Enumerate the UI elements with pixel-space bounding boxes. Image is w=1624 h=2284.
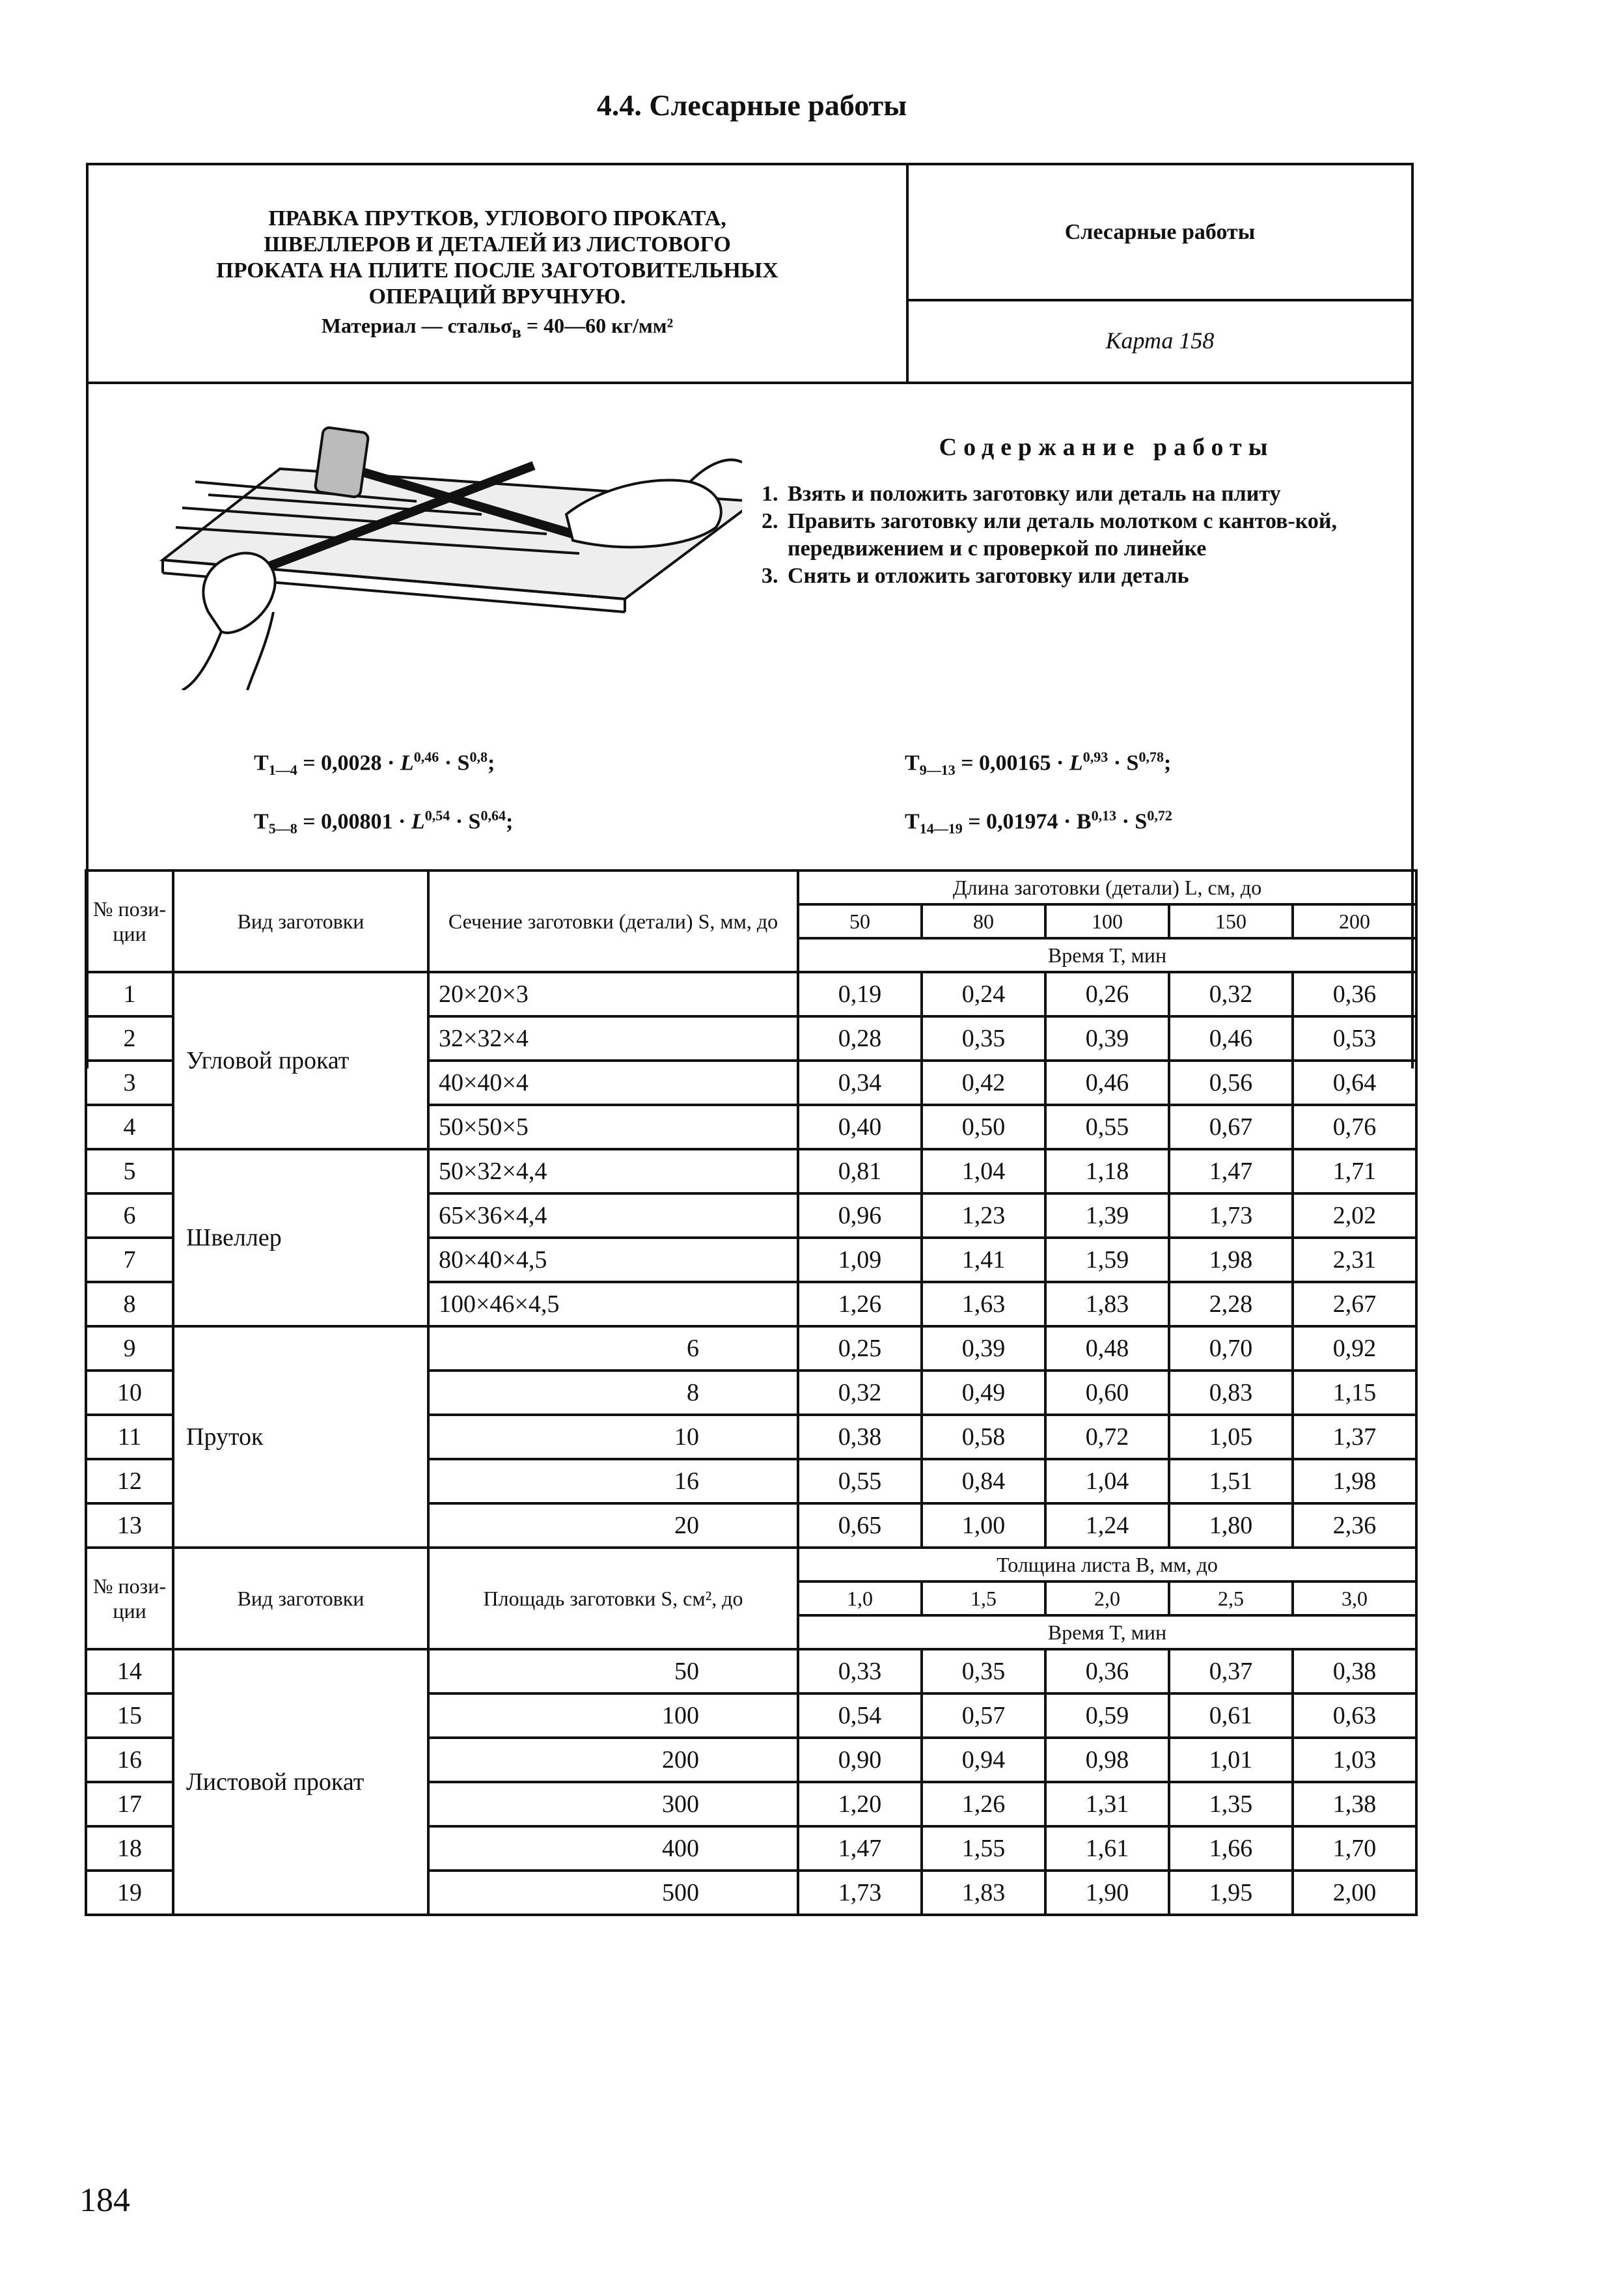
time-value-cell: 0,72 bbox=[1045, 1415, 1169, 1459]
time-value-cell: 0,35 bbox=[922, 1649, 1045, 1693]
time-value-cell: 1,31 bbox=[1045, 1782, 1169, 1826]
operation-title-line: ШВЕЛЛЕРОВ И ДЕТАЛЕЙ ИЗ ЛИСТОВОГО bbox=[264, 232, 731, 257]
position-cell: 10 bbox=[86, 1371, 173, 1415]
time-value-cell: 0,39 bbox=[1045, 1016, 1169, 1061]
work-step: 3. Снять и отложить заготовку или деталь bbox=[762, 564, 1189, 588]
blank-type-label: Угловой прокат bbox=[186, 1047, 350, 1074]
material-value: = 40—60 кг/мм² bbox=[526, 314, 674, 337]
time-value-cell: 0,37 bbox=[1169, 1649, 1293, 1693]
time-value-cell: 0,28 bbox=[798, 1016, 922, 1061]
length-header: 80 bbox=[922, 904, 1045, 938]
time-value-cell: 0,59 bbox=[1045, 1693, 1169, 1738]
time-value-cell: 1,63 bbox=[922, 1282, 1045, 1326]
time-value-cell: 0,46 bbox=[1169, 1016, 1293, 1061]
time-value-cell: 1,35 bbox=[1169, 1782, 1293, 1826]
time-value-cell: 0,90 bbox=[798, 1738, 922, 1782]
time-value-cell: 0,50 bbox=[922, 1105, 1045, 1149]
material-sigma-sub: в bbox=[512, 322, 521, 342]
length-header: 100 bbox=[1045, 904, 1169, 938]
position-cell: 6 bbox=[86, 1193, 173, 1238]
time-value-cell: 1,20 bbox=[798, 1782, 922, 1826]
blank-type-cell bbox=[173, 1149, 428, 1326]
time-value-cell: 0,34 bbox=[798, 1061, 922, 1105]
time-value-cell: 0,67 bbox=[1169, 1105, 1293, 1149]
position-cell: 8 bbox=[86, 1282, 173, 1326]
material-sigma: σ bbox=[501, 314, 512, 337]
time-value-cell: 1,24 bbox=[1045, 1503, 1169, 1548]
position-cell: 9 bbox=[86, 1326, 173, 1371]
position-cell: 12 bbox=[86, 1459, 173, 1503]
time-value-cell: 0,48 bbox=[1045, 1326, 1169, 1371]
thickness-header: 1,5 bbox=[922, 1581, 1045, 1615]
section-cell: 40×40×4 bbox=[428, 1061, 798, 1105]
time-value-cell: 1,05 bbox=[1169, 1415, 1293, 1459]
time-value-cell: 1,73 bbox=[798, 1871, 922, 1915]
time-value-cell: 0,65 bbox=[798, 1503, 922, 1548]
time-value-cell: 0,81 bbox=[798, 1149, 922, 1193]
work-content-list bbox=[762, 480, 1412, 590]
section-cell: 50×32×4,4 bbox=[428, 1149, 798, 1193]
thickness-header: 2,5 bbox=[1169, 1581, 1293, 1615]
time-value-cell: 1,83 bbox=[922, 1871, 1045, 1915]
time-value-cell: 1,47 bbox=[798, 1826, 922, 1871]
section-cell: 80×40×4,5 bbox=[428, 1238, 798, 1282]
time-value-cell: 1,70 bbox=[1293, 1826, 1416, 1871]
category-cell: Слесарные работы bbox=[909, 165, 1411, 301]
time-value-cell: 1,41 bbox=[922, 1238, 1045, 1282]
time-value-cell: 0,36 bbox=[1045, 1649, 1169, 1693]
area-cell: 500 bbox=[428, 1871, 798, 1915]
section-cell: 65×36×4,4 bbox=[428, 1193, 798, 1238]
time-value-cell: 2,02 bbox=[1293, 1193, 1416, 1238]
hammer-straightening-illustration bbox=[156, 417, 742, 690]
time-value-cell: 1,00 bbox=[922, 1503, 1045, 1548]
time-value-cell: 0,19 bbox=[798, 972, 922, 1016]
time-value-cell: 1,66 bbox=[1169, 1826, 1293, 1871]
time-value-cell: 0,42 bbox=[922, 1061, 1045, 1105]
time-value-cell: 0,84 bbox=[922, 1459, 1045, 1503]
col-header-type: Вид заготовки bbox=[173, 1548, 428, 1649]
position-cell: 1 bbox=[86, 972, 173, 1016]
area-cell: 300 bbox=[428, 1782, 798, 1826]
time-value-cell: 1,98 bbox=[1169, 1238, 1293, 1282]
time-value-cell: 0,96 bbox=[798, 1193, 922, 1238]
area-cell: 200 bbox=[428, 1738, 798, 1782]
time-value-cell: 1,61 bbox=[1045, 1826, 1169, 1871]
time-value-cell: 1,26 bbox=[798, 1282, 922, 1326]
table-row bbox=[86, 1149, 1416, 1193]
col-header-area: Площадь заготовки S, см², до bbox=[428, 1548, 798, 1649]
operation-title-line: ПРАВКА ПРУТКОВ, УГЛОВОГО ПРОКАТА, bbox=[268, 206, 726, 230]
time-value-cell: 0,25 bbox=[798, 1326, 922, 1371]
col-header-position: № пози-ции bbox=[86, 870, 173, 972]
time-value-cell: 0,60 bbox=[1045, 1371, 1169, 1415]
card-number-cell: Карта 158 bbox=[1105, 327, 1215, 354]
card-header bbox=[86, 163, 1414, 384]
time-value-cell: 0,53 bbox=[1293, 1016, 1416, 1061]
work-step: 2. Править заготовку или деталь молотком с кантов-кой, передвижением и с проверкой по линейке bbox=[762, 509, 1338, 561]
section-cell: 100×46×4,5 bbox=[428, 1282, 798, 1326]
position-cell: 7 bbox=[86, 1238, 173, 1282]
time-value-cell: 2,00 bbox=[1293, 1871, 1416, 1915]
time-value-cell: 1,47 bbox=[1169, 1149, 1293, 1193]
page-number: 184 bbox=[79, 2182, 130, 2219]
area-cell: 50 bbox=[428, 1649, 798, 1693]
thickness-header: 3,0 bbox=[1293, 1581, 1416, 1615]
section-cell: 50×50×5 bbox=[428, 1105, 798, 1149]
blank-type-label: Пруток bbox=[186, 1423, 264, 1451]
blank-type-cell bbox=[173, 1649, 428, 1915]
time-value-cell: 2,36 bbox=[1293, 1503, 1416, 1548]
time-value-cell: 1,26 bbox=[922, 1782, 1045, 1826]
blank-type-label: Швеллер bbox=[186, 1224, 282, 1251]
blank-type-label: Листовой прокат bbox=[186, 1768, 365, 1796]
work-step: 1. Взять и положить заготовку или деталь на плиту bbox=[762, 482, 1281, 506]
section-cell: 6 bbox=[428, 1326, 798, 1371]
time-value-cell: 0,98 bbox=[1045, 1738, 1169, 1782]
time-header: Время T, мин bbox=[798, 1615, 1416, 1649]
material-spec bbox=[89, 313, 906, 344]
position-cell: 16 bbox=[86, 1738, 173, 1782]
operation-title-cell bbox=[89, 165, 909, 382]
time-value-cell: 0,61 bbox=[1169, 1693, 1293, 1738]
time-value-cell: 0,26 bbox=[1045, 972, 1169, 1016]
formula-t9-13: $T_{9—13} = 0,00165 \cdot L^{0,93} \cdot S^{0,78}$; bbox=[905, 749, 1172, 779]
time-value-cell: 0,94 bbox=[922, 1738, 1045, 1782]
time-value-cell: 1,37 bbox=[1293, 1415, 1416, 1459]
position-cell: 11 bbox=[86, 1415, 173, 1459]
position-cell: 14 bbox=[86, 1649, 173, 1693]
section-cell: 8 bbox=[428, 1371, 798, 1415]
position-cell: 3 bbox=[86, 1061, 173, 1105]
time-value-cell: 1,18 bbox=[1045, 1149, 1169, 1193]
material-label: Материал — сталь bbox=[321, 314, 501, 337]
time-value-cell: 1,38 bbox=[1293, 1782, 1416, 1826]
time-value-cell: 0,46 bbox=[1045, 1061, 1169, 1105]
table-row bbox=[86, 1649, 1416, 1693]
position-cell: 13 bbox=[86, 1503, 173, 1548]
length-header: 200 bbox=[1293, 904, 1416, 938]
section-cell: 20 bbox=[428, 1503, 798, 1548]
col-header-thickness: Толщина листа B, мм, до bbox=[798, 1548, 1416, 1581]
time-value-cell: 1,59 bbox=[1045, 1238, 1169, 1282]
time-value-cell: 0,83 bbox=[1169, 1371, 1293, 1415]
section-title: 4.4. Слесарные работы bbox=[596, 89, 907, 122]
time-value-cell: 0,24 bbox=[922, 972, 1045, 1016]
section-cell: 10 bbox=[428, 1415, 798, 1459]
time-value-cell: 0,57 bbox=[922, 1693, 1045, 1738]
time-value-cell: 1,09 bbox=[798, 1238, 922, 1282]
time-value-cell: 0,63 bbox=[1293, 1693, 1416, 1738]
time-value-cell: 1,15 bbox=[1293, 1371, 1416, 1415]
time-value-cell: 0,70 bbox=[1169, 1326, 1293, 1371]
time-value-cell: 0,32 bbox=[798, 1371, 922, 1415]
position-cell: 5 bbox=[86, 1149, 173, 1193]
position-cell: 19 bbox=[86, 1871, 173, 1915]
thickness-header: 2,0 bbox=[1045, 1581, 1169, 1615]
time-header: Время T, мин bbox=[798, 938, 1416, 972]
time-value-cell: 1,01 bbox=[1169, 1738, 1293, 1782]
time-value-cell: 0,36 bbox=[1293, 972, 1416, 1016]
work-content-heading: Содержание работы bbox=[939, 434, 1274, 461]
time-value-cell: 1,39 bbox=[1045, 1193, 1169, 1238]
area-cell: 400 bbox=[428, 1826, 798, 1871]
time-value-cell: 0,64 bbox=[1293, 1061, 1416, 1105]
formula-t5-8: $T_{5—8} = 0,00801 \cdot L^{0,54} \cdot S^{0,64}$; bbox=[254, 807, 514, 837]
time-value-cell: 1,71 bbox=[1293, 1149, 1416, 1193]
col-header-type: Вид заготовки bbox=[173, 870, 428, 972]
time-value-cell: 1,03 bbox=[1293, 1738, 1416, 1782]
time-value-cell: 0,38 bbox=[798, 1415, 922, 1459]
blank-type-cell bbox=[173, 972, 428, 1149]
time-value-cell: 1,51 bbox=[1169, 1459, 1293, 1503]
time-value-cell: 1,95 bbox=[1169, 1871, 1293, 1915]
time-value-cell: 0,40 bbox=[798, 1105, 922, 1149]
table-row bbox=[86, 1326, 1416, 1371]
time-value-cell: 0,54 bbox=[798, 1693, 922, 1738]
time-value-cell: 1,90 bbox=[1045, 1871, 1169, 1915]
position-cell: 17 bbox=[86, 1782, 173, 1826]
length-header: 50 bbox=[798, 904, 922, 938]
time-value-cell: 0,55 bbox=[798, 1459, 922, 1503]
time-value-cell: 2,31 bbox=[1293, 1238, 1416, 1282]
table-row bbox=[86, 972, 1416, 1016]
norms-table bbox=[85, 869, 1418, 1916]
time-value-cell: 0,33 bbox=[798, 1649, 922, 1693]
time-value-cell: 1,23 bbox=[922, 1193, 1045, 1238]
section-cell: 32×32×4 bbox=[428, 1016, 798, 1061]
area-cell: 100 bbox=[428, 1693, 798, 1738]
time-value-cell: 1,73 bbox=[1169, 1193, 1293, 1238]
time-value-cell: 1,55 bbox=[922, 1826, 1045, 1871]
col-header-length: Длина заготовки (детали) L, см, до bbox=[798, 870, 1416, 904]
time-value-cell: 0,55 bbox=[1045, 1105, 1169, 1149]
time-value-cell: 1,04 bbox=[1045, 1459, 1169, 1503]
formula-t14-19: $T_{14—19} = 0,01974 \cdot B^{0,13} \cdot S^{0,72}$ bbox=[905, 807, 1172, 837]
time-value-cell: 0,49 bbox=[922, 1371, 1045, 1415]
time-value-cell: 1,98 bbox=[1293, 1459, 1416, 1503]
blank-type-cell bbox=[173, 1326, 428, 1548]
operation-title-line: ПРОКАТА НА ПЛИТЕ ПОСЛЕ ЗАГОТОВИТЕЛЬНЫХ bbox=[216, 258, 778, 283]
time-value-cell: 1,04 bbox=[922, 1149, 1045, 1193]
time-value-cell: 0,35 bbox=[922, 1016, 1045, 1061]
length-header: 150 bbox=[1169, 904, 1293, 938]
time-value-cell: 2,28 bbox=[1169, 1282, 1293, 1326]
time-value-cell: 0,32 bbox=[1169, 972, 1293, 1016]
col-header-position: № пози-ции bbox=[86, 1548, 173, 1649]
time-value-cell: 0,38 bbox=[1293, 1649, 1416, 1693]
time-value-cell: 0,92 bbox=[1293, 1326, 1416, 1371]
position-cell: 2 bbox=[86, 1016, 173, 1061]
position-cell: 15 bbox=[86, 1693, 173, 1738]
section-cell: 16 bbox=[428, 1459, 798, 1503]
time-value-cell: 2,67 bbox=[1293, 1282, 1416, 1326]
position-cell: 4 bbox=[86, 1105, 173, 1149]
time-value-cell: 1,80 bbox=[1169, 1503, 1293, 1548]
time-value-cell: 0,39 bbox=[922, 1326, 1045, 1371]
col-header-section: Сечение заготовки (детали) S, мм, до bbox=[428, 870, 798, 972]
formula-t1-4: $T_{1—4} = 0,0028 \cdot L^{0,46} \cdot S^{0,8}$; bbox=[254, 749, 495, 779]
time-value-cell: 0,56 bbox=[1169, 1061, 1293, 1105]
thickness-header: 1,0 bbox=[798, 1581, 922, 1615]
operation-title-line: ОПЕРАЦИЙ ВРУЧНУЮ. bbox=[368, 285, 626, 309]
time-value-cell: 0,58 bbox=[922, 1415, 1045, 1459]
time-value-cell: 1,83 bbox=[1045, 1282, 1169, 1326]
position-cell: 18 bbox=[86, 1826, 173, 1871]
time-value-cell: 0,76 bbox=[1293, 1105, 1416, 1149]
section-cell: 20×20×3 bbox=[428, 972, 798, 1016]
